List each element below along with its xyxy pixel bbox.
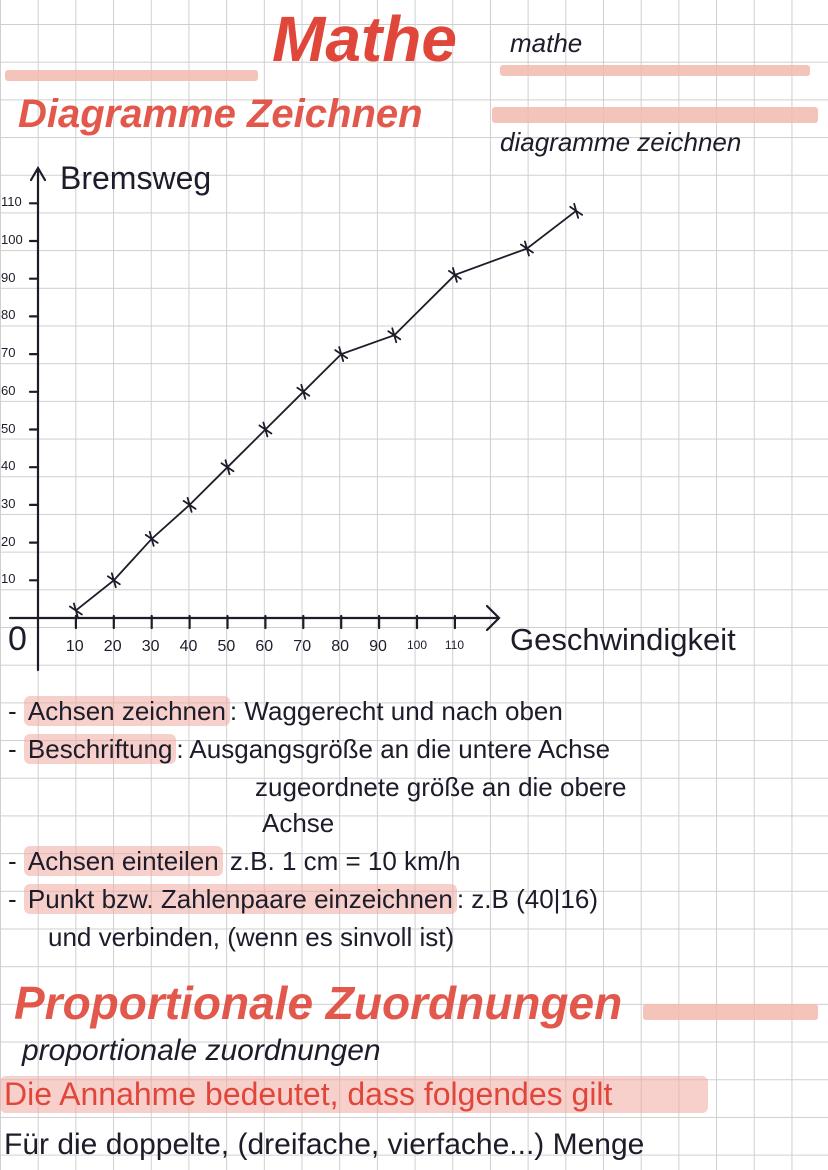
y-axis-label: Bremsweg [60,160,212,196]
page-title-ink: mathe [510,28,583,58]
x-tick-label: 110 [444,638,465,652]
note-line [8,846,460,877]
x-tick-label: 10 [65,638,84,655]
section2-title: Proportionale Zuordnungen [14,977,623,1029]
page-subtitle: Diagramme Zeichnen [18,92,423,136]
x-tick-label: 100 [407,638,428,652]
data-point-cross-icon [570,204,582,218]
x-tick-label: 30 [141,638,160,655]
data-line [76,211,576,611]
y-tick-label: 50 [1,420,16,436]
page-subtitle-ink: diagramme zeichnen [500,127,742,157]
x-tick-label: 40 [179,638,198,655]
note-text: Achse [262,808,335,838]
x-tick-label: 70 [293,638,312,655]
x-tick-label: 60 [255,638,274,655]
note-keyword: Beschriftung [24,734,177,764]
note-keyword: Achsen einteilen [24,846,223,876]
note-dash: - [8,846,24,876]
note-line [48,922,454,953]
x-tick-label: 50 [217,638,236,655]
origin-label: 0 [8,620,27,658]
note-text: zugeordnete größe an die obere [255,772,627,802]
note-dash: - [8,696,24,726]
x-tick-label: 80 [331,638,349,655]
x-tick-label: 90 [369,638,387,655]
note-text: und verbinden, (wenn es sinvoll ist) [48,922,455,952]
note-line [255,772,627,803]
y-tick-label: 110 [1,194,22,210]
note-keyword: Punkt bzw. Zahlenpaare einzeichnen [24,884,457,914]
note-line [8,734,610,765]
x-tick-label: 20 [103,638,122,655]
y-tick-label: 80 [1,307,16,323]
section2-statement: Die Annahme bedeutet, dass folgendes gilt [0,1076,708,1113]
y-tick-label: 40 [1,458,16,474]
y-tick-label: 100 [1,232,23,247]
note-line [262,808,334,839]
note-dash: - [8,734,24,764]
y-tick-label: 20 [1,533,16,549]
y-tick-label: 60 [1,382,16,398]
note-text: z.B. 1 cm = 10 km/h [222,846,461,876]
data-point-cross-icon [521,242,533,256]
note-text: : Ausgangsgröße an die untere Achse [176,734,611,764]
note-dash: - [8,884,24,914]
note-text: : z.B (40|16) [456,884,598,914]
y-tick-label: 70 [1,345,16,361]
section2-last-line: Für die doppelte, (dreifache, vierfache...) Menge [4,1128,645,1161]
decor-bar-section2 [643,1004,818,1020]
y-tick-label: 90 [1,269,16,285]
note-line [8,696,563,727]
note-line [8,884,598,915]
note-text: : Waggerecht und nach oben [229,696,563,726]
x-axis-label: Geschwindigkeit [510,622,736,657]
note-keyword: Achsen zeichnen [24,696,230,726]
y-tick-label: 30 [1,495,16,511]
page-title: Mathe [272,3,457,75]
y-tick-label: 10 [1,571,16,587]
section2-title-ink: proportionale zuordnungen [22,1034,381,1067]
